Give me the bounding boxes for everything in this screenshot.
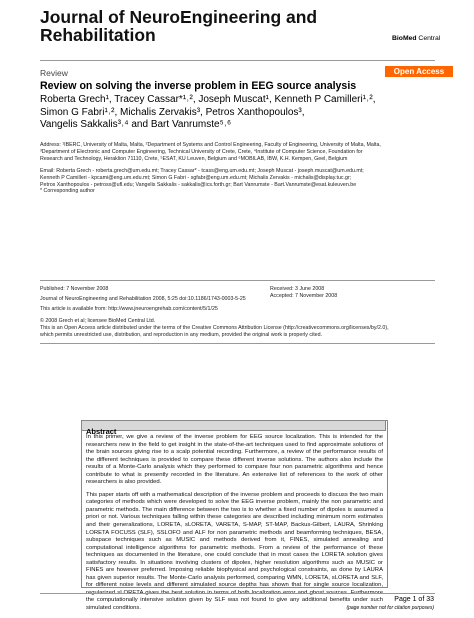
- journal-title: [40, 8, 370, 44]
- copyright-line: © 2008 Grech et al; licensee BioMed Central Ltd.: [40, 318, 156, 324]
- license-line: This is an Open Access article distributed under the terms of the Creative Commons Attribution License (http://creativecommons.org/licenses/by/2.0),: [40, 325, 389, 331]
- article-type: Review: [40, 68, 68, 78]
- author-line: Roberta Grech¹, Tracey Cassar*¹˒², Joseph Muscat¹, Kenneth P Camilleri¹˒²,: [40, 94, 376, 105]
- abstract-heading: Abstract: [86, 427, 117, 436]
- meta-rule: [40, 280, 435, 281]
- journal-title-line1: Journal of NeuroEngineering and: [40, 7, 318, 27]
- email-line: Petros Xanthopoulos - petrosx@ufl.edu; Vangelis Sakkalis - sakkalis@ics.forth.gr; Bart Vanrumste - Bart.Vanrumste@esat.kuleuven.be: [40, 181, 357, 188]
- logo-rest-text: Central: [416, 35, 441, 42]
- abstract-header: [81, 420, 386, 436]
- open-access-badge: Open Access: [385, 66, 453, 77]
- corresponding-note: * Corresponding author: [40, 188, 95, 195]
- abstract-paragraph: This paper starts off with a mathematical description of the inverse problem and proceeds to discuss the two main categories of methods which were developed to solve the EEG inverse problem, mainly the non parametric and parametric methods. The main difference between the two is to whether a fixed number of dipoles is assumed a priori or not. Various techniques falling within these categories are described including minimum norm estimates and their generalizations, LORETA, sLORETA, VARETA, S-MAP, ST-MAP, Backus-Gilbert, LAURA, Shrinking LORETA FOCUSS (SLF), SSLOFO and ALF for non parametric methods and beamforming techniques, BESA, subspace techniques such as MUSIC and methods derived from it, FINES, simulated annealing and computational intelligence algorithms for parametric methods. From a review of the performance of these techniques as documented in the literature, one could conclude that in most cases the LORETA solution gives satisfactory results. In situations involving clusters of dipoles, higher resolution algorithms such as MUSIC or FINES are however preferred. Imposing reliable biophysical and psychological constraints, as done by LAURA has given superior results. The Monte-Carlo analysis performed, comparing WMN, LORETA, sLORETA and SLF, for different noise levels and different simulated source depths has shown that for single source localization, regularized sLORETA gives the best solution in terms of both localization error and ghost sources. Furthermore the computationally intensive solution given by SLF was not found to give any additional benefits under such simulated conditions.: [86, 491, 383, 612]
- accepted-date: Accepted: 7 November 2008: [270, 293, 338, 299]
- citation: Journal of NeuroEngineering and Rehabilitation 2008, 5:25 doi:10.1186/1743-0003-5-25: [40, 296, 246, 302]
- author-line: Simon G Fabri¹˒², Michalis Zervakis³, Petros Xanthopoulos³,: [40, 106, 305, 118]
- citation-note: (page number not for citation purposes): [346, 605, 434, 611]
- header-rule: [40, 60, 435, 61]
- article-url[interactable]: This article is available from: http://www.jneuroengrehab.com/content/5/1/25: [40, 306, 218, 312]
- page-number: Page 1 of 33: [394, 596, 434, 603]
- email-line: Email: Roberta Grech - roberta.grech@um.edu.mt; Tracey Cassar* - tcass@eng.um.edu.mt; Joseph Muscat - joseph.muscat@um.edu.mt;: [40, 168, 364, 174]
- copyright-rule: [40, 343, 435, 344]
- received-date: Received: 3 June 2008: [270, 286, 325, 292]
- logo-bold-text: BioMed: [392, 35, 417, 42]
- license-line: which permits unrestricted use, distribution, and reproduction in any medium, provided the original work is properly cited.: [40, 332, 323, 338]
- affiliations: [40, 142, 460, 162]
- affiliation-line: Research and Technology, Heraklion 71110, Crete, ⁵ESAT, KU Leuven, Belgium and ⁶MOBILAB, IBW, K.H. Kempen, Geel, Belgium: [40, 155, 348, 162]
- biomed-central-logo: [392, 35, 440, 42]
- dates-info: [270, 286, 337, 300]
- footer-rule: [40, 593, 435, 594]
- abstract-paragraph: In this primer, we give a review of the inverse problem for EEG source localization. This is intended for the researchers new in the field to get insight in the state-of-the-art techniques used to find approximate solutions of the brain sources giving rise to a scalp potential recording. Furthermore, a review of the performance results of the different techniques is provided to compare these different inverse solutions. The authors also include the results of a Monte-Carlo analysis which they performed to compare four non parametric algorithms and hence contribute to what is presently recorded in the literature. An extensive list of references to the work of other researchers is also provided.: [86, 434, 383, 486]
- abstract-body: [86, 434, 383, 618]
- article-title: Review on solving the inverse problem in EEG source analysis: [40, 80, 357, 92]
- affiliation-line: Address: ¹IBERC, University of Malta, Malta, ²Department of Systems and Control Engineering, Faculty of Engineering, University of Malta, Malta,: [40, 142, 381, 148]
- author-line: Vangelis Sakkalis³˒⁴ and Bart Vanrumste⁵˒⁶: [40, 119, 232, 130]
- email-line: Kenneth P Camilleri - kpcami@eng.um.edu.mt; Simon G Fabri - sgfabr@eng.um.edu.mt; Michalis Zervakis - michalis@display.tuc.gr;: [40, 174, 352, 181]
- affiliation-line: ³Department of Electronic and Computer Engineering, Technical University of Crete, Crete, ⁴Institute of Computer Science, Foundation for: [40, 148, 363, 155]
- emails: [40, 168, 460, 195]
- author-list: [40, 94, 455, 132]
- published-date: Published: 7 November 2008: [40, 286, 109, 292]
- journal-title-line2: Rehabilitation: [40, 25, 156, 45]
